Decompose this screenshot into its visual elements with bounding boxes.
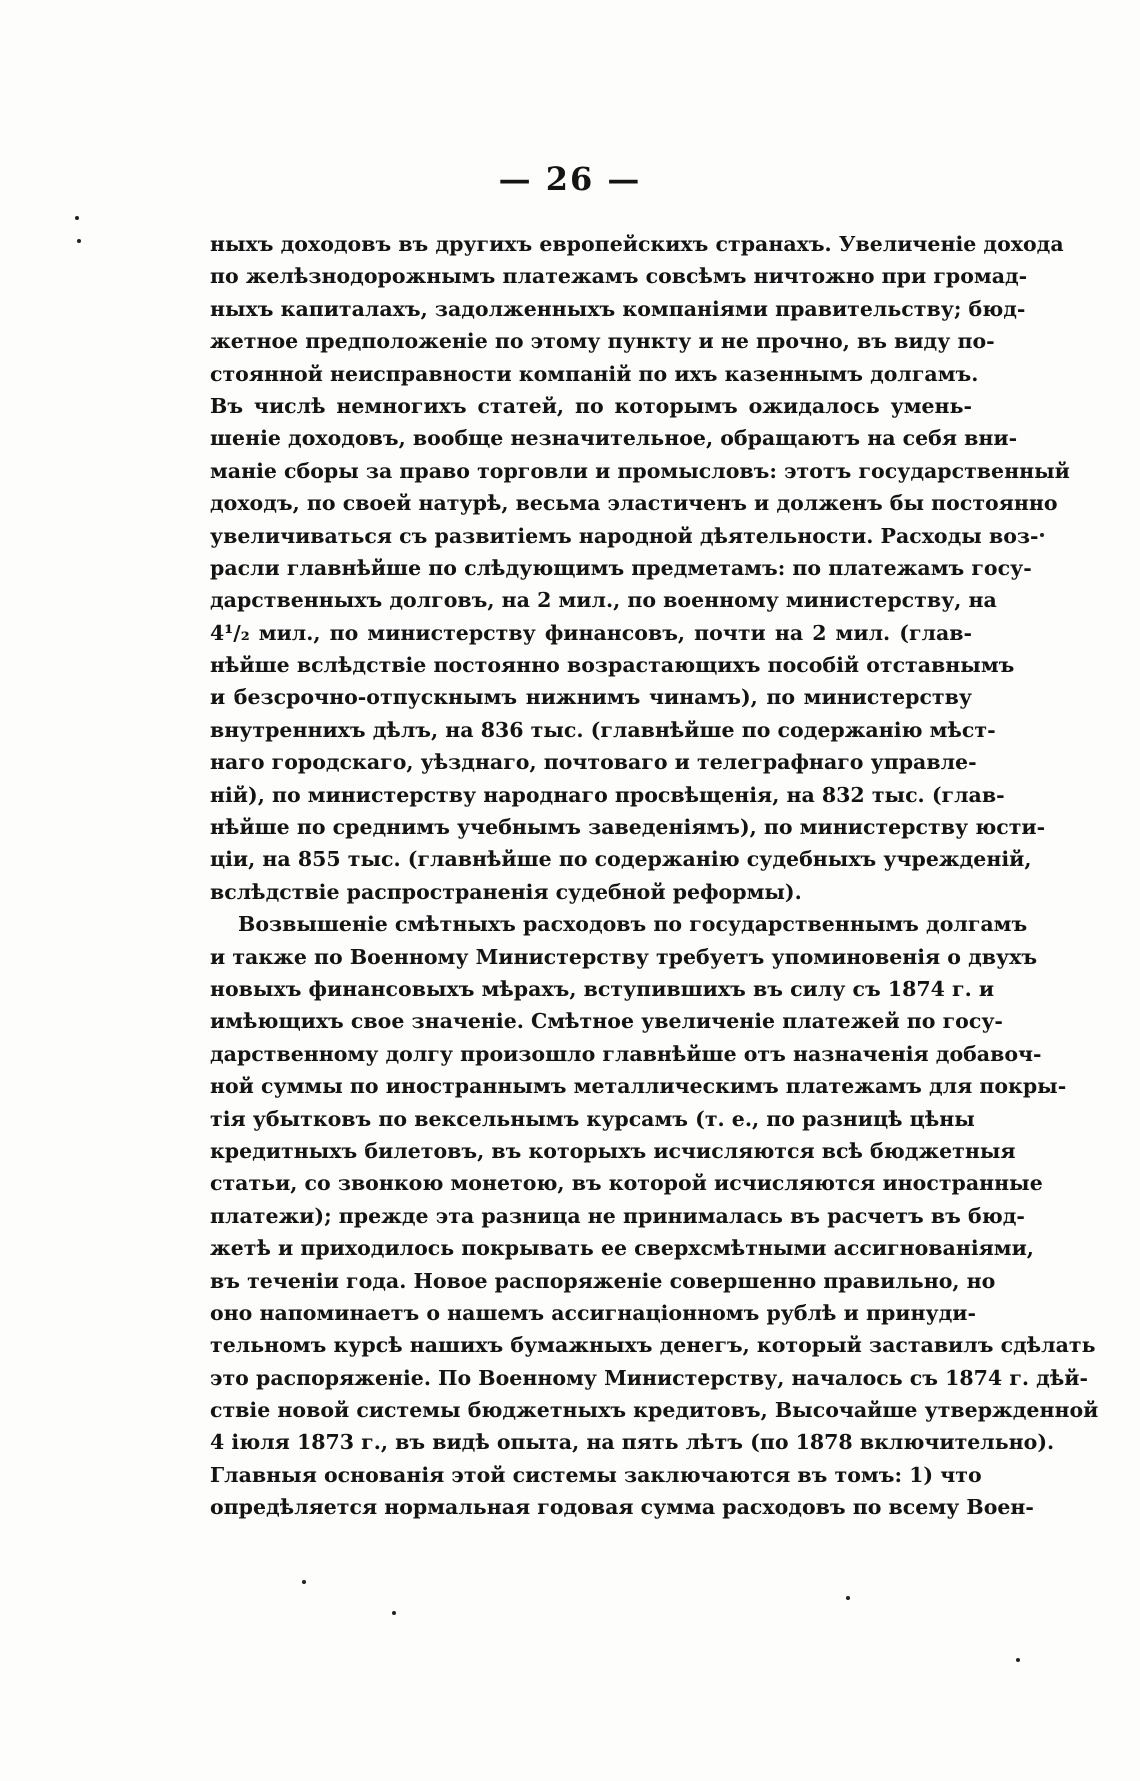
text-line: дарственному долгу произошло главнѣйше отъ назначенія добавоч- bbox=[210, 1041, 1042, 1066]
body-text bbox=[210, 228, 1099, 1524]
text-line: расли главнѣйше по слѣдующимъ предметамъ: по платежамъ госу- bbox=[210, 555, 1032, 580]
text-line: и безсрочно-отпускнымъ нижнимъ чинамъ), по министерству bbox=[210, 685, 972, 710]
text-line: въ теченіи года. Новое распоряженіе совершенно правильно, но bbox=[210, 1268, 996, 1293]
paragraph-first-line: Возвышеніе смѣтныхъ расходовъ по государственнымъ долгамъ bbox=[238, 912, 1028, 937]
text-line: тельномъ курсѣ нашихъ бумажныхъ денегъ, который заставилъ сдѣлать bbox=[210, 1333, 1096, 1358]
text-line: статьи, со звонкою монетою, въ которой исчисляются иностранные bbox=[210, 1171, 1043, 1196]
text-line: и также по Военному Министерству требуетъ упоминовенія о двухъ bbox=[210, 944, 1038, 969]
text-line: платежи); прежде эта разница не принималась въ расчетъ въ бюд- bbox=[210, 1203, 1025, 1228]
text-line: жетѣ и приходилось покрывать ее сверхсмѣтными ассигнованіями, bbox=[210, 1236, 1034, 1261]
text-line: оно напоминаетъ о нашемъ ассигнаціонномъ рублѣ и принуди- bbox=[210, 1300, 976, 1325]
text-line: шеніе доходовъ, вообще незначительное, обращаютъ на себя вни- bbox=[210, 426, 1018, 451]
page-number: — 26 — bbox=[498, 160, 642, 198]
text-line: новыхъ финансовыхъ мѣрахъ, вступившихъ въ силу съ 1874 г. и bbox=[210, 976, 995, 1001]
text-line: вслѣдствіе распространенія судебной реформы). bbox=[210, 879, 802, 904]
text-line: ныхъ доходовъ въ другихъ европейскихъ странахъ. Увеличеніе дохода bbox=[210, 232, 1064, 256]
text-line: имѣющихъ свое значеніе. Смѣтное увеличеніе платежей по госу- bbox=[210, 1009, 1003, 1034]
scan-speck bbox=[392, 1611, 396, 1615]
text-line: 4 іюля 1873 г., въ видѣ опыта, на пять лѣтъ (по 1878 включительно). bbox=[210, 1430, 1055, 1455]
scan-speck bbox=[1040, 533, 1044, 537]
text-line: опредѣляется нормальная годовая сумма расходовъ по всему Воен- bbox=[210, 1495, 1034, 1520]
text-line: жетное предположеніе по этому пункту и не прочно, въ виду по- bbox=[210, 329, 995, 354]
text-line: нѣйше вслѣдствіе постоянно возрастающихъ пособій отставнымъ bbox=[210, 653, 1015, 678]
text-line: внутреннихъ дѣлъ, на 836 тыс. (главнѣйше по содержанію мѣст- bbox=[210, 717, 996, 742]
text-line: тія убытковъ по вексельнымъ курсамъ (т. е., по разницѣ цѣны bbox=[210, 1106, 975, 1131]
scan-speck bbox=[77, 239, 81, 243]
scan-speck bbox=[1016, 1658, 1020, 1662]
text-line: ціи, на 855 тыс. (главнѣйше по содержанію судебныхъ учрежденій, bbox=[210, 847, 1032, 872]
text-line: маніе сборы за право торговли и промысловъ: этотъ государственный bbox=[210, 458, 1070, 483]
text-line: 4¹/₂ мил., по министерству финансовъ, почти на 2 мил. (глав- bbox=[210, 620, 972, 645]
text-line: нѣйше по среднимъ учебнымъ заведеніямъ), по министерству юсти- bbox=[210, 815, 1046, 840]
scan-speck bbox=[75, 216, 79, 220]
scan-speck bbox=[302, 1580, 306, 1584]
text-line: ныхъ капиталахъ, задолженныхъ компаніями правительству; бюд- bbox=[210, 296, 1026, 321]
text-line: увеличиваться съ развитіемъ народной дѣятельности. Расходы воз- bbox=[210, 523, 1039, 548]
text-line: кредитныхъ билетовъ, въ которыхъ исчисляются всѣ бюджетныя bbox=[210, 1138, 1016, 1163]
text-line: доходъ, по своей натурѣ, весьма эластиченъ и долженъ бы постоянно bbox=[210, 491, 1058, 516]
text-line: ной суммы по иностраннымъ металлическимъ платежамъ для покры- bbox=[210, 1074, 1067, 1099]
text-line: ній), по министерству народнаго просвѣщенія, на 832 тыс. (глав- bbox=[210, 782, 1005, 807]
text-line: дарственныхъ долговъ, на 2 мил., по военному министерству, на bbox=[210, 588, 997, 613]
scan-speck bbox=[846, 1596, 850, 1600]
text-line: наго городскаго, уѣзднаго, почтоваго и телеграфнаго управле- bbox=[210, 750, 977, 775]
text-line: ствіе новой системы бюджетныхъ кредитовъ, Высочайше утвержденной bbox=[210, 1398, 1099, 1423]
text-line: Въ числѣ немногихъ статей, по которымъ ожидалось умень- bbox=[210, 393, 972, 418]
text-line: по желѣзнодорожнымъ платежамъ совсѣмъ ничтожно при громад- bbox=[210, 264, 1028, 289]
text-line: Главныя основанія этой системы заключаются въ томъ: 1) что bbox=[210, 1462, 982, 1487]
text-line: стоянной неисправности компаній по ихъ казеннымъ долгамъ. bbox=[210, 361, 979, 386]
text-line: это распоряженіе. По Военному Министерству, началось съ 1874 г. дѣй- bbox=[210, 1365, 1088, 1390]
